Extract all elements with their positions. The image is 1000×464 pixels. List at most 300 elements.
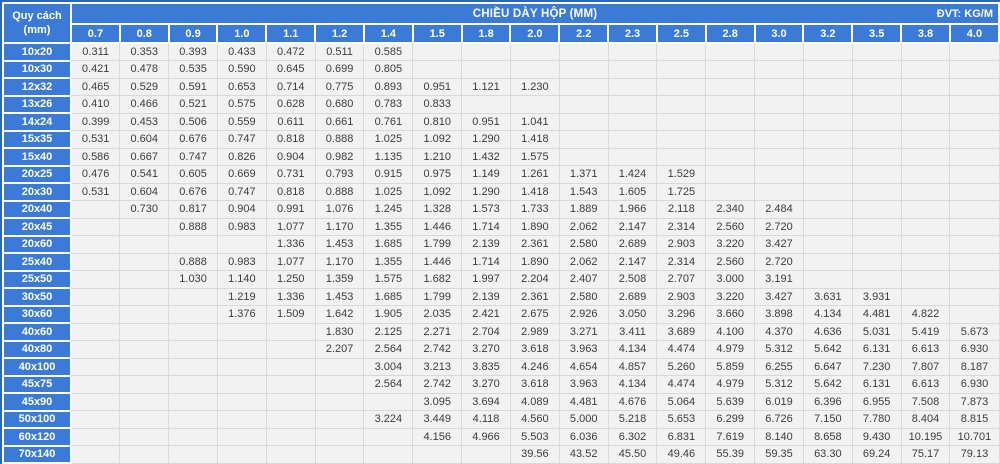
corner-label-line2: (mm) bbox=[23, 24, 51, 36]
data-cell bbox=[120, 358, 169, 376]
corner-label-line1: Quy cách bbox=[12, 9, 62, 22]
data-cell: 1.509 bbox=[266, 306, 315, 324]
steel-box-weight-table bbox=[2, 2, 1000, 464]
data-cell: 6.131 bbox=[852, 376, 901, 394]
data-cell bbox=[462, 43, 511, 61]
data-cell: 3.835 bbox=[462, 358, 511, 376]
data-cell bbox=[315, 358, 364, 376]
data-cell: 1.135 bbox=[364, 148, 413, 166]
data-cell: 0.951 bbox=[413, 78, 462, 96]
row-label: 15x40 bbox=[3, 148, 71, 166]
data-cell bbox=[71, 306, 120, 324]
data-cell bbox=[266, 358, 315, 376]
data-cell: 2.903 bbox=[657, 236, 706, 254]
data-cell bbox=[950, 218, 999, 236]
thickness-col-header: 1.1 bbox=[266, 24, 315, 43]
data-cell: 0.433 bbox=[217, 43, 266, 61]
data-cell: 2.314 bbox=[657, 218, 706, 236]
data-cell: 4.822 bbox=[901, 306, 950, 324]
data-cell: 2.421 bbox=[462, 306, 511, 324]
data-cell: 79.13 bbox=[950, 446, 999, 464]
table-row bbox=[3, 428, 999, 446]
data-cell: 2.580 bbox=[559, 288, 608, 306]
data-cell: 1.245 bbox=[364, 201, 413, 219]
data-cell: 2.926 bbox=[559, 306, 608, 324]
data-cell: 4.636 bbox=[803, 323, 852, 341]
data-cell: 4.857 bbox=[608, 358, 657, 376]
data-cell: 43.52 bbox=[559, 446, 608, 464]
data-cell bbox=[71, 271, 120, 289]
thickness-col-header: 2.5 bbox=[657, 24, 706, 43]
data-cell: 0.410 bbox=[71, 96, 120, 114]
data-cell: 0.888 bbox=[169, 253, 218, 271]
data-cell: 7.780 bbox=[852, 411, 901, 429]
data-cell: 0.628 bbox=[266, 96, 315, 114]
thickness-col-header: 0.9 bbox=[169, 24, 218, 43]
thickness-col-header: 1.0 bbox=[217, 24, 266, 43]
data-cell bbox=[852, 201, 901, 219]
data-cell: 3.898 bbox=[755, 306, 804, 324]
data-cell bbox=[120, 411, 169, 429]
data-cell bbox=[803, 113, 852, 131]
data-cell: 0.465 bbox=[71, 78, 120, 96]
data-cell bbox=[169, 341, 218, 359]
data-cell: 3.427 bbox=[755, 236, 804, 254]
table-row bbox=[3, 61, 999, 79]
data-cell: 2.720 bbox=[755, 218, 804, 236]
data-cell: 1.682 bbox=[413, 271, 462, 289]
table-row bbox=[3, 341, 999, 359]
data-cell: 49.46 bbox=[657, 446, 706, 464]
data-cell: 4.654 bbox=[559, 358, 608, 376]
data-cell: 3.631 bbox=[803, 288, 852, 306]
data-cell: 1.355 bbox=[364, 218, 413, 236]
data-cell bbox=[559, 96, 608, 114]
thickness-col-header: 3.2 bbox=[803, 24, 852, 43]
data-cell bbox=[950, 271, 999, 289]
data-cell: 2.675 bbox=[510, 306, 559, 324]
thickness-col-header: 2.0 bbox=[510, 24, 559, 43]
data-cell: 2.340 bbox=[706, 201, 755, 219]
data-cell: 1.261 bbox=[510, 166, 559, 184]
data-cell: 3.618 bbox=[510, 376, 559, 394]
data-cell bbox=[657, 113, 706, 131]
table-row bbox=[3, 183, 999, 201]
data-cell bbox=[852, 218, 901, 236]
data-cell: 1.446 bbox=[413, 218, 462, 236]
data-cell bbox=[803, 148, 852, 166]
data-cell: 0.893 bbox=[364, 78, 413, 96]
data-cell: 1.446 bbox=[413, 253, 462, 271]
data-cell bbox=[364, 428, 413, 446]
data-cell: 2.580 bbox=[559, 236, 608, 254]
data-cell: 3.213 bbox=[413, 358, 462, 376]
data-cell bbox=[950, 113, 999, 131]
data-cell: 6.255 bbox=[755, 358, 804, 376]
data-cell bbox=[852, 183, 901, 201]
data-cell: 3.271 bbox=[559, 323, 608, 341]
data-cell: 9.430 bbox=[852, 428, 901, 446]
data-cell: 5.064 bbox=[657, 393, 706, 411]
data-cell: 1.077 bbox=[266, 218, 315, 236]
data-cell: 0.793 bbox=[315, 166, 364, 184]
data-cell: 1.453 bbox=[315, 288, 364, 306]
data-cell: 2.062 bbox=[559, 253, 608, 271]
data-cell bbox=[803, 166, 852, 184]
data-cell: 1.733 bbox=[510, 201, 559, 219]
data-cell: 3.270 bbox=[462, 376, 511, 394]
row-label: 12x32 bbox=[3, 78, 71, 96]
data-cell bbox=[901, 113, 950, 131]
data-cell bbox=[217, 236, 266, 254]
data-cell bbox=[950, 183, 999, 201]
data-cell: 8.187 bbox=[950, 358, 999, 376]
data-cell: 3.931 bbox=[852, 288, 901, 306]
row-label: 20x45 bbox=[3, 218, 71, 236]
data-cell: 2.508 bbox=[608, 271, 657, 289]
data-cell: 2.147 bbox=[608, 218, 657, 236]
data-cell bbox=[462, 96, 511, 114]
data-cell bbox=[950, 306, 999, 324]
data-cell: 0.529 bbox=[120, 78, 169, 96]
data-cell: 1.170 bbox=[315, 253, 364, 271]
data-cell: 0.667 bbox=[120, 148, 169, 166]
table-row bbox=[3, 201, 999, 219]
data-cell: 4.246 bbox=[510, 358, 559, 376]
data-cell bbox=[266, 323, 315, 341]
data-cell: 10.701 bbox=[950, 428, 999, 446]
data-cell bbox=[559, 78, 608, 96]
data-cell: 2.484 bbox=[755, 201, 804, 219]
data-cell: 3.000 bbox=[706, 271, 755, 289]
data-cell: 1.025 bbox=[364, 131, 413, 149]
data-cell: 2.689 bbox=[608, 236, 657, 254]
data-cell bbox=[608, 61, 657, 79]
data-cell bbox=[120, 376, 169, 394]
data-cell: 2.742 bbox=[413, 376, 462, 394]
data-cell: 0.747 bbox=[217, 131, 266, 149]
data-cell: 2.361 bbox=[510, 288, 559, 306]
data-cell: 4.481 bbox=[852, 306, 901, 324]
data-cell bbox=[315, 411, 364, 429]
data-cell bbox=[71, 323, 120, 341]
data-cell bbox=[803, 96, 852, 114]
data-cell bbox=[120, 341, 169, 359]
data-cell: 6.036 bbox=[559, 428, 608, 446]
data-cell: 3.449 bbox=[413, 411, 462, 429]
data-cell bbox=[217, 376, 266, 394]
data-cell: 0.591 bbox=[169, 78, 218, 96]
data-cell: 0.531 bbox=[71, 183, 120, 201]
data-cell: 1.573 bbox=[462, 201, 511, 219]
data-cell: 1.890 bbox=[510, 253, 559, 271]
data-cell bbox=[71, 446, 120, 464]
data-cell: 0.585 bbox=[364, 43, 413, 61]
data-cell bbox=[169, 393, 218, 411]
data-cell: 0.904 bbox=[217, 201, 266, 219]
data-cell: 6.302 bbox=[608, 428, 657, 446]
data-cell: 0.983 bbox=[217, 253, 266, 271]
data-cell: 0.466 bbox=[120, 96, 169, 114]
unit-note: ĐVT: KG/M bbox=[936, 7, 993, 20]
data-cell: 5.503 bbox=[510, 428, 559, 446]
data-cell bbox=[169, 428, 218, 446]
table-row bbox=[3, 78, 999, 96]
row-label: 14x24 bbox=[3, 113, 71, 131]
title-bar bbox=[72, 4, 998, 23]
data-cell: 4.156 bbox=[413, 428, 462, 446]
data-cell: 7.230 bbox=[852, 358, 901, 376]
data-cell bbox=[413, 61, 462, 79]
data-cell bbox=[901, 236, 950, 254]
data-cell: 3.224 bbox=[364, 411, 413, 429]
row-label: 25x50 bbox=[3, 271, 71, 289]
data-cell: 0.747 bbox=[217, 183, 266, 201]
data-cell bbox=[852, 236, 901, 254]
table-row bbox=[3, 288, 999, 306]
data-cell: 69.24 bbox=[852, 446, 901, 464]
data-cell: 0.904 bbox=[266, 148, 315, 166]
data-cell: 1.725 bbox=[657, 183, 706, 201]
data-cell: 0.747 bbox=[169, 148, 218, 166]
data-cell: 0.506 bbox=[169, 113, 218, 131]
data-cell: 4.966 bbox=[462, 428, 511, 446]
data-cell bbox=[559, 43, 608, 61]
data-cell: 3.095 bbox=[413, 393, 462, 411]
data-cell: 4.134 bbox=[803, 306, 852, 324]
data-cell: 1.371 bbox=[559, 166, 608, 184]
data-cell bbox=[755, 166, 804, 184]
data-cell: 6.131 bbox=[852, 341, 901, 359]
table-row bbox=[3, 446, 999, 464]
data-cell bbox=[852, 253, 901, 271]
data-cell bbox=[71, 236, 120, 254]
data-cell: 2.560 bbox=[706, 218, 755, 236]
table-row bbox=[3, 131, 999, 149]
data-cell: 0.761 bbox=[364, 113, 413, 131]
data-cell bbox=[706, 183, 755, 201]
data-cell bbox=[950, 148, 999, 166]
row-label: 10x30 bbox=[3, 61, 71, 79]
row-label: 60x120 bbox=[3, 428, 71, 446]
table-row bbox=[3, 323, 999, 341]
data-cell bbox=[217, 428, 266, 446]
row-label: 20x25 bbox=[3, 166, 71, 184]
data-cell: 8.140 bbox=[755, 428, 804, 446]
data-cell bbox=[608, 78, 657, 96]
data-cell bbox=[462, 446, 511, 464]
data-cell: 0.888 bbox=[169, 218, 218, 236]
thickness-col-header: 3.0 bbox=[755, 24, 804, 43]
data-cell bbox=[901, 271, 950, 289]
data-cell bbox=[266, 428, 315, 446]
data-cell: 2.139 bbox=[462, 236, 511, 254]
data-cell bbox=[950, 236, 999, 254]
data-cell: 2.204 bbox=[510, 271, 559, 289]
table-row bbox=[3, 43, 999, 61]
data-cell bbox=[852, 78, 901, 96]
data-cell: 7.873 bbox=[950, 393, 999, 411]
data-cell: 0.586 bbox=[71, 148, 120, 166]
data-cell bbox=[706, 166, 755, 184]
data-cell bbox=[706, 131, 755, 149]
data-cell: 1.799 bbox=[413, 288, 462, 306]
data-cell bbox=[217, 411, 266, 429]
data-cell: 75.17 bbox=[901, 446, 950, 464]
data-cell bbox=[803, 218, 852, 236]
data-cell: 1.432 bbox=[462, 148, 511, 166]
data-cell: 1.685 bbox=[364, 288, 413, 306]
data-cell bbox=[803, 183, 852, 201]
data-cell bbox=[120, 323, 169, 341]
data-cell: 2.139 bbox=[462, 288, 511, 306]
data-cell: 0.915 bbox=[364, 166, 413, 184]
data-cell bbox=[608, 113, 657, 131]
data-cell: 3.191 bbox=[755, 271, 804, 289]
data-cell bbox=[706, 96, 755, 114]
data-cell bbox=[71, 341, 120, 359]
data-cell bbox=[217, 341, 266, 359]
data-cell: 0.783 bbox=[364, 96, 413, 114]
data-cell: 7.508 bbox=[901, 393, 950, 411]
data-cell bbox=[657, 148, 706, 166]
data-cell bbox=[755, 43, 804, 61]
table-row bbox=[3, 166, 999, 184]
data-cell: 2.314 bbox=[657, 253, 706, 271]
thickness-col-header: 4.0 bbox=[950, 24, 999, 43]
data-cell bbox=[657, 61, 706, 79]
data-cell: 3.963 bbox=[559, 376, 608, 394]
data-cell: 0.669 bbox=[217, 166, 266, 184]
data-cell: 1.424 bbox=[608, 166, 657, 184]
data-cell: 1.997 bbox=[462, 271, 511, 289]
data-cell bbox=[559, 113, 608, 131]
data-cell bbox=[608, 131, 657, 149]
data-cell bbox=[706, 61, 755, 79]
data-cell bbox=[852, 131, 901, 149]
data-cell: 0.472 bbox=[266, 43, 315, 61]
data-cell: 0.521 bbox=[169, 96, 218, 114]
data-cell: 2.118 bbox=[657, 201, 706, 219]
data-cell: 1.077 bbox=[266, 253, 315, 271]
data-cell bbox=[803, 253, 852, 271]
data-cell bbox=[755, 78, 804, 96]
table-row bbox=[3, 236, 999, 254]
data-cell: 0.680 bbox=[315, 96, 364, 114]
data-cell: 59.35 bbox=[755, 446, 804, 464]
data-cell: 0.535 bbox=[169, 61, 218, 79]
row-label: 40x100 bbox=[3, 358, 71, 376]
data-cell bbox=[71, 428, 120, 446]
data-cell bbox=[901, 61, 950, 79]
row-label: 45x90 bbox=[3, 393, 71, 411]
data-cell: 0.605 bbox=[169, 166, 218, 184]
data-cell: 2.271 bbox=[413, 323, 462, 341]
data-cell bbox=[950, 43, 999, 61]
data-cell: 5.419 bbox=[901, 323, 950, 341]
thickness-col-header: 1.2 bbox=[315, 24, 364, 43]
data-cell: 2.147 bbox=[608, 253, 657, 271]
data-cell: 3.963 bbox=[559, 341, 608, 359]
thickness-col-header: 2.3 bbox=[608, 24, 657, 43]
data-cell bbox=[657, 43, 706, 61]
data-cell bbox=[852, 166, 901, 184]
row-label: 10x20 bbox=[3, 43, 71, 61]
data-cell: 3.411 bbox=[608, 323, 657, 341]
data-cell: 6.396 bbox=[803, 393, 852, 411]
data-cell: 1.376 bbox=[217, 306, 266, 324]
data-cell bbox=[71, 411, 120, 429]
data-cell: 6.930 bbox=[950, 376, 999, 394]
data-cell: 0.818 bbox=[266, 131, 315, 149]
data-cell: 2.207 bbox=[315, 341, 364, 359]
data-cell: 1.170 bbox=[315, 218, 364, 236]
data-cell bbox=[755, 148, 804, 166]
thickness-col-header: 1.5 bbox=[413, 24, 462, 43]
data-cell bbox=[901, 218, 950, 236]
data-cell bbox=[559, 148, 608, 166]
data-cell: 2.407 bbox=[559, 271, 608, 289]
data-cell: 2.062 bbox=[559, 218, 608, 236]
data-cell bbox=[657, 96, 706, 114]
row-label: 30x60 bbox=[3, 306, 71, 324]
data-cell: 1.210 bbox=[413, 148, 462, 166]
data-cell: 55.39 bbox=[706, 446, 755, 464]
data-cell bbox=[706, 148, 755, 166]
data-cell: 1.642 bbox=[315, 306, 364, 324]
data-cell bbox=[559, 61, 608, 79]
table-row bbox=[3, 411, 999, 429]
data-cell: 0.611 bbox=[266, 113, 315, 131]
data-cell: 1.290 bbox=[462, 131, 511, 149]
data-cell bbox=[71, 358, 120, 376]
data-cell: 0.817 bbox=[169, 201, 218, 219]
data-cell bbox=[901, 288, 950, 306]
data-cell bbox=[901, 253, 950, 271]
data-cell: 0.590 bbox=[217, 61, 266, 79]
data-cell: 3.296 bbox=[657, 306, 706, 324]
data-cell bbox=[71, 393, 120, 411]
table-row bbox=[3, 218, 999, 236]
data-cell bbox=[901, 183, 950, 201]
row-label: 15x35 bbox=[3, 131, 71, 149]
data-cell bbox=[608, 43, 657, 61]
data-cell: 0.604 bbox=[120, 183, 169, 201]
data-cell: 45.50 bbox=[608, 446, 657, 464]
row-label: 30x50 bbox=[3, 288, 71, 306]
data-cell bbox=[266, 341, 315, 359]
data-cell: 0.951 bbox=[462, 113, 511, 131]
data-cell bbox=[169, 323, 218, 341]
data-cell: 0.476 bbox=[71, 166, 120, 184]
data-cell: 0.676 bbox=[169, 131, 218, 149]
thickness-col-header: 3.8 bbox=[901, 24, 950, 43]
data-cell: 4.979 bbox=[706, 376, 755, 394]
data-cell: 1.219 bbox=[217, 288, 266, 306]
row-label: 40x80 bbox=[3, 341, 71, 359]
table-row bbox=[3, 96, 999, 114]
data-cell bbox=[657, 131, 706, 149]
data-cell bbox=[608, 96, 657, 114]
data-cell: 0.353 bbox=[120, 43, 169, 61]
data-cell bbox=[803, 131, 852, 149]
thickness-col-header: 0.8 bbox=[120, 24, 169, 43]
data-cell: 0.730 bbox=[120, 201, 169, 219]
data-cell: 2.125 bbox=[364, 323, 413, 341]
data-cell bbox=[803, 43, 852, 61]
table-row bbox=[3, 113, 999, 131]
data-cell: 0.541 bbox=[120, 166, 169, 184]
